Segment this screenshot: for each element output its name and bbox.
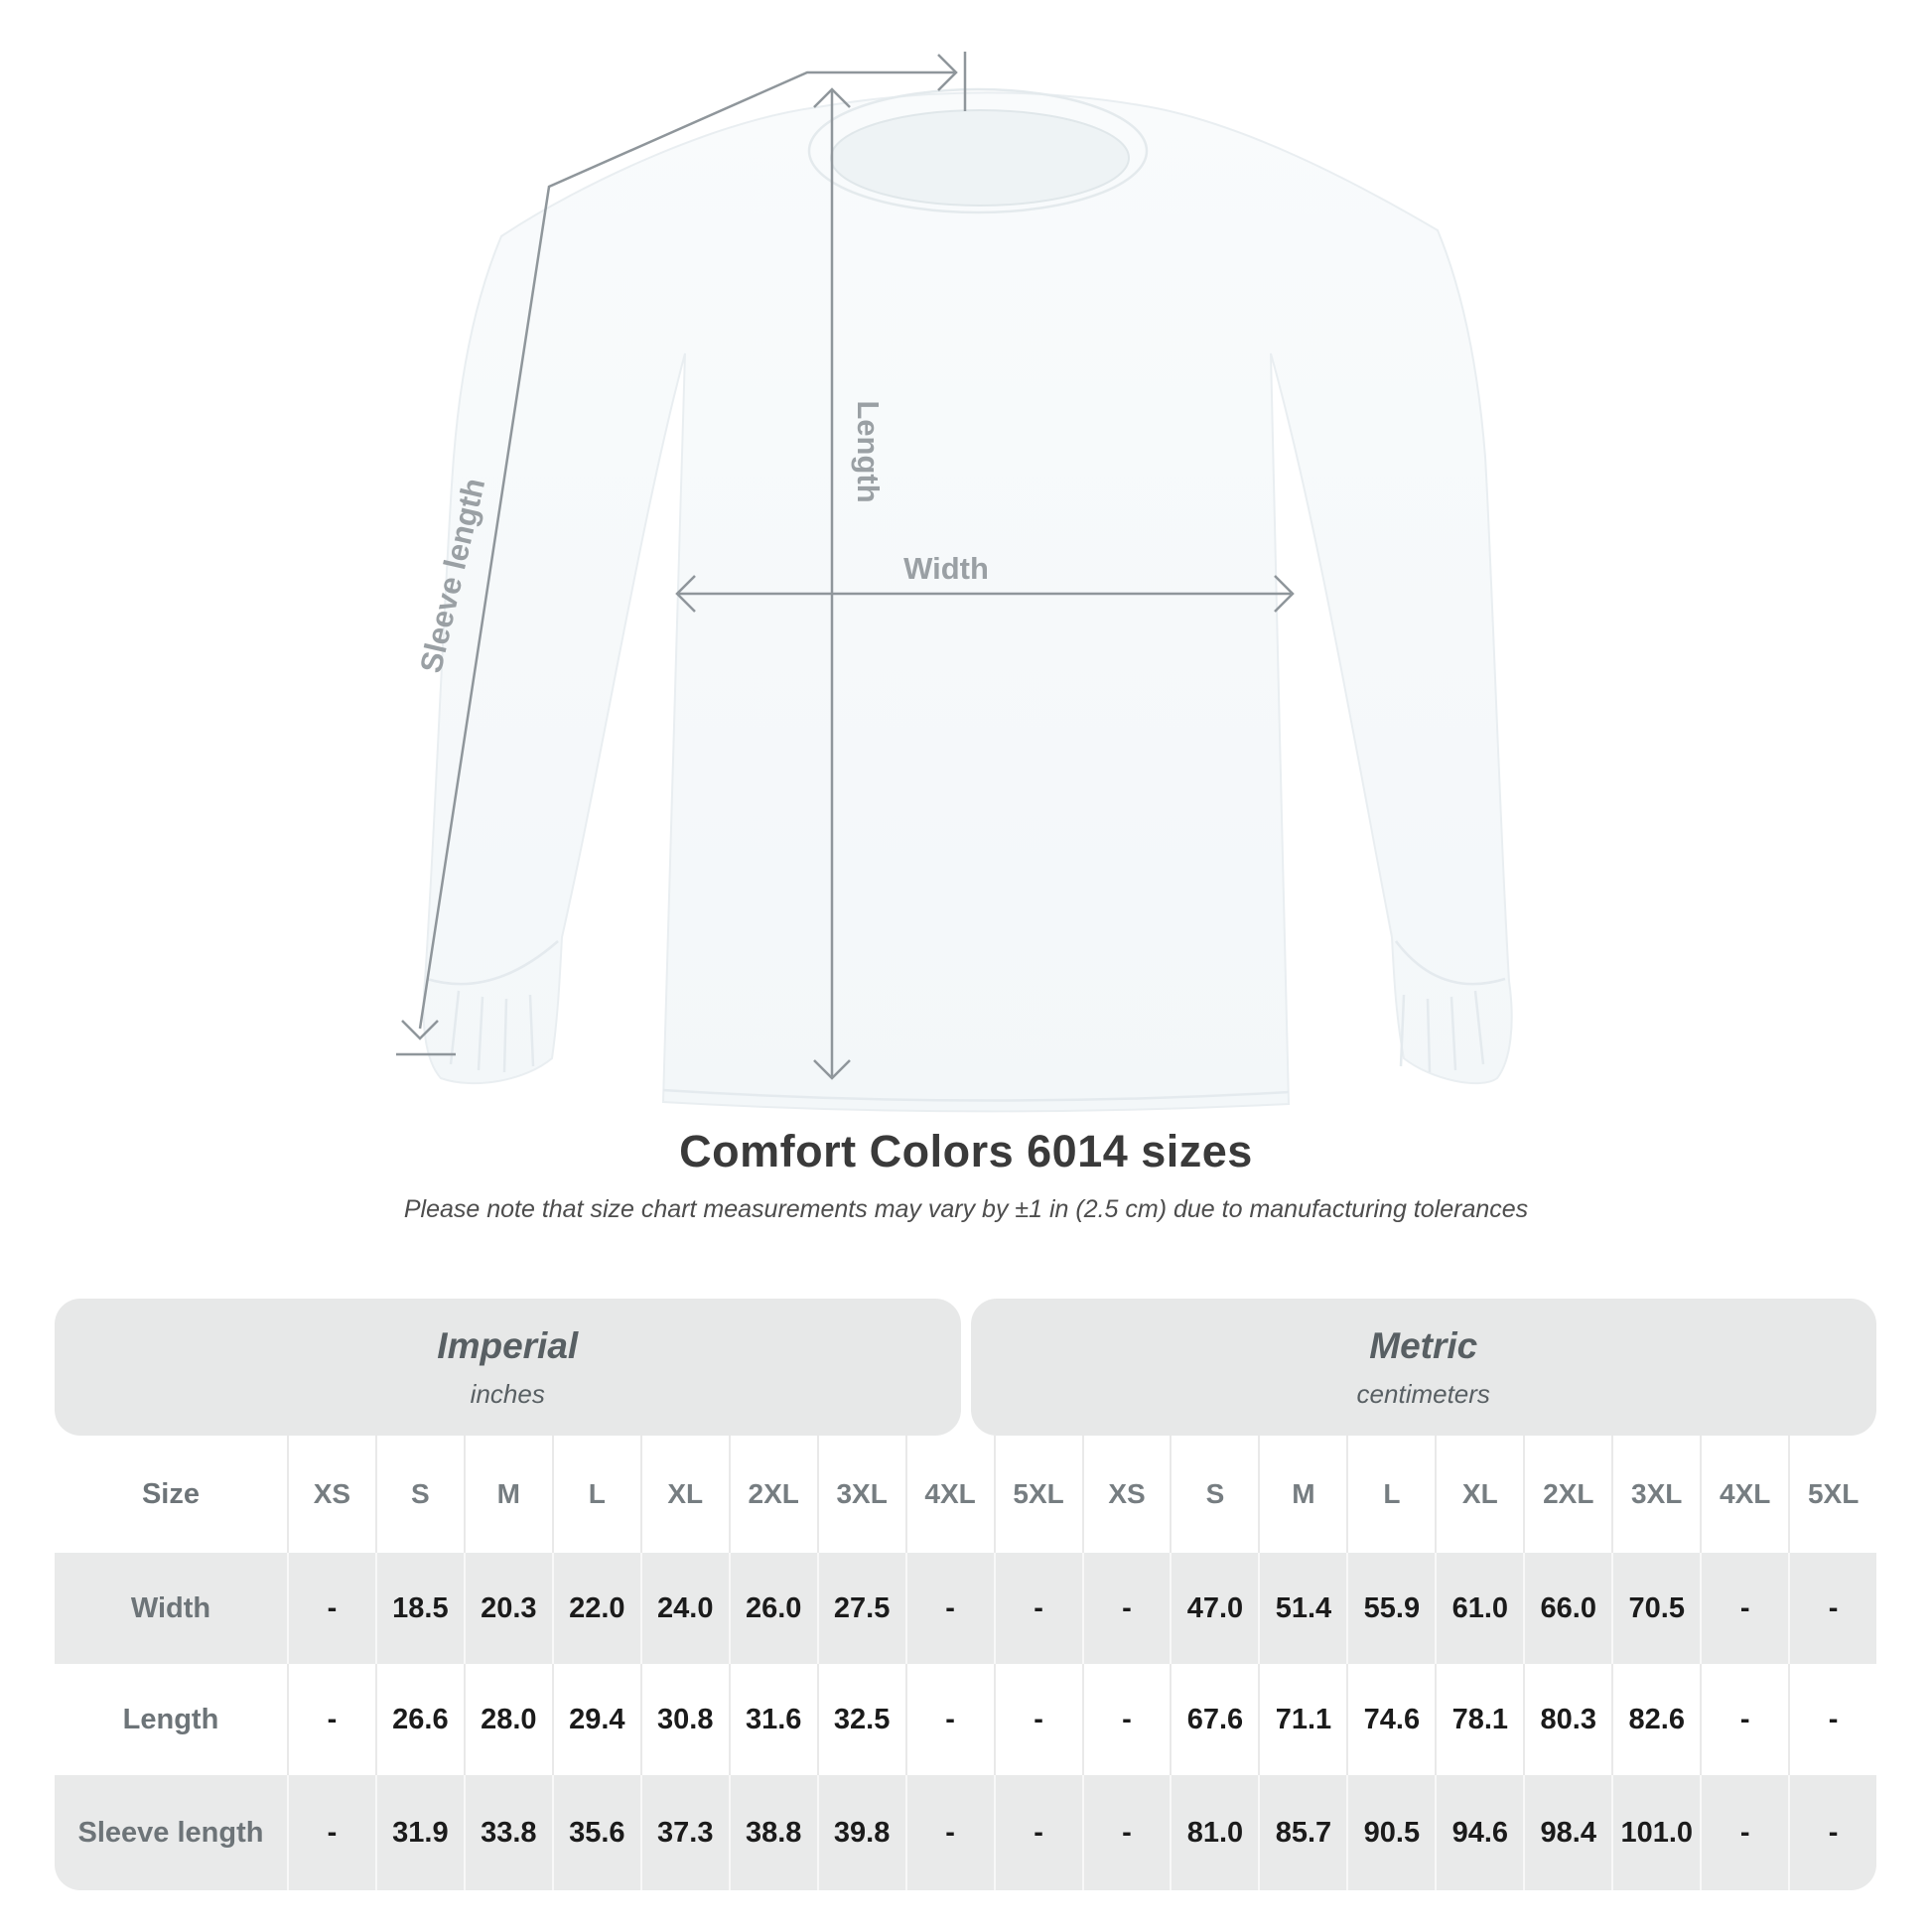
value-cell: 26.0 bbox=[729, 1553, 817, 1664]
value-cell: 94.6 bbox=[1435, 1775, 1523, 1890]
imperial-title: Imperial bbox=[437, 1324, 579, 1366]
size-column-header: 3XL bbox=[817, 1436, 905, 1553]
value-cell: 90.5 bbox=[1346, 1775, 1435, 1890]
size-column-header: XL bbox=[1435, 1436, 1523, 1553]
value-cell: - bbox=[287, 1553, 375, 1664]
value-cell: - bbox=[287, 1664, 375, 1775]
size-column-header: 3XL bbox=[1611, 1436, 1700, 1553]
size-table bbox=[55, 1299, 1876, 1890]
value-cell: 28.0 bbox=[464, 1664, 552, 1775]
value-cell: - bbox=[905, 1664, 994, 1775]
size-column-header: 5XL bbox=[994, 1436, 1082, 1553]
value-cell: - bbox=[905, 1775, 994, 1890]
value-cell: - bbox=[1700, 1664, 1788, 1775]
value-cell: - bbox=[905, 1553, 994, 1664]
value-cell: - bbox=[1700, 1553, 1788, 1664]
value-cell: 29.4 bbox=[552, 1664, 640, 1775]
value-cell: 55.9 bbox=[1346, 1553, 1435, 1664]
size-column-header: XL bbox=[640, 1436, 729, 1553]
width-label: Width bbox=[903, 551, 989, 586]
value-cell: - bbox=[1082, 1553, 1171, 1664]
value-cell: 78.1 bbox=[1435, 1664, 1523, 1775]
size-column-header: L bbox=[552, 1436, 640, 1553]
size-column-header: 2XL bbox=[1523, 1436, 1611, 1553]
value-cell: - bbox=[1700, 1775, 1788, 1890]
value-cell: - bbox=[994, 1664, 1082, 1775]
value-cell: 101.0 bbox=[1611, 1775, 1700, 1890]
size-column-header: M bbox=[1258, 1436, 1346, 1553]
value-cell: 31.6 bbox=[729, 1664, 817, 1775]
value-cell: 32.5 bbox=[817, 1664, 905, 1775]
value-cell: 37.3 bbox=[640, 1775, 729, 1890]
unit-band bbox=[55, 1299, 1876, 1436]
imperial-section-header bbox=[55, 1299, 961, 1436]
row-label: Length bbox=[122, 1703, 219, 1735]
table-row bbox=[55, 1436, 1876, 1553]
size-note: Please note that size chart measurements may vary by ±1 in (2.5 cm) due to manufacturing tolerances bbox=[403, 1195, 1529, 1223]
value-cell: 30.8 bbox=[640, 1664, 729, 1775]
value-cell: 26.6 bbox=[375, 1664, 464, 1775]
value-cell: 98.4 bbox=[1523, 1775, 1611, 1890]
value-cell: 18.5 bbox=[375, 1553, 464, 1664]
value-cell: 27.5 bbox=[817, 1553, 905, 1664]
value-cell: 85.7 bbox=[1258, 1775, 1346, 1890]
metric-unit: centimeters bbox=[1356, 1378, 1490, 1409]
row-label: Sleeve length bbox=[77, 1816, 264, 1849]
value-cell: 20.3 bbox=[464, 1553, 552, 1664]
size-column-header: S bbox=[1170, 1436, 1258, 1553]
corner-label: Size bbox=[141, 1477, 200, 1510]
value-cell: - bbox=[1788, 1664, 1876, 1775]
value-cell: 81.0 bbox=[1170, 1775, 1258, 1890]
value-cell: - bbox=[1082, 1775, 1171, 1890]
table-row bbox=[55, 1775, 1876, 1890]
table-row bbox=[55, 1553, 1876, 1664]
size-column-header: 5XL bbox=[1788, 1436, 1876, 1553]
value-cell: 35.6 bbox=[552, 1775, 640, 1890]
value-cell: 24.0 bbox=[640, 1553, 729, 1664]
page-title: Comfort Colors 6014 sizes bbox=[679, 1126, 1253, 1176]
value-cell: 33.8 bbox=[464, 1775, 552, 1890]
value-cell: 31.9 bbox=[375, 1775, 464, 1890]
value-cell: 82.6 bbox=[1611, 1664, 1700, 1775]
value-cell: - bbox=[1082, 1664, 1171, 1775]
value-cell: 22.0 bbox=[552, 1553, 640, 1664]
value-cell: 71.1 bbox=[1258, 1664, 1346, 1775]
value-cell: - bbox=[994, 1775, 1082, 1890]
size-column-header: 4XL bbox=[1700, 1436, 1788, 1553]
size-column-header: S bbox=[375, 1436, 464, 1553]
value-cell: 61.0 bbox=[1435, 1553, 1523, 1664]
value-cell: 74.6 bbox=[1346, 1664, 1435, 1775]
value-cell: 66.0 bbox=[1523, 1553, 1611, 1664]
size-column-header: XS bbox=[1082, 1436, 1171, 1553]
value-cell: 80.3 bbox=[1523, 1664, 1611, 1775]
sleeve-length-label: Sleeve length bbox=[413, 475, 492, 676]
size-column-header: M bbox=[464, 1436, 552, 1553]
value-cell: - bbox=[1788, 1553, 1876, 1664]
length-label: Length bbox=[851, 400, 886, 503]
size-column-header: XS bbox=[287, 1436, 375, 1553]
value-cell: 47.0 bbox=[1170, 1553, 1258, 1664]
metric-title: Metric bbox=[1369, 1324, 1478, 1366]
value-cell: 38.8 bbox=[729, 1775, 817, 1890]
row-label: Width bbox=[130, 1591, 211, 1624]
value-cell: - bbox=[1788, 1775, 1876, 1890]
imperial-unit: inches bbox=[470, 1378, 545, 1409]
size-column-header: L bbox=[1346, 1436, 1435, 1553]
value-cell: 51.4 bbox=[1258, 1553, 1346, 1664]
shirt-illustration bbox=[424, 92, 1512, 1111]
value-cell: 39.8 bbox=[817, 1775, 905, 1890]
value-cell: 67.6 bbox=[1170, 1664, 1258, 1775]
metric-section-header bbox=[971, 1299, 1877, 1436]
value-cell: - bbox=[287, 1775, 375, 1890]
value-cell: 70.5 bbox=[1611, 1553, 1700, 1664]
table-rows bbox=[55, 1436, 1876, 1890]
table-row bbox=[55, 1664, 1876, 1775]
value-cell: - bbox=[994, 1553, 1082, 1664]
size-column-header: 2XL bbox=[729, 1436, 817, 1553]
size-column-header: 4XL bbox=[905, 1436, 994, 1553]
